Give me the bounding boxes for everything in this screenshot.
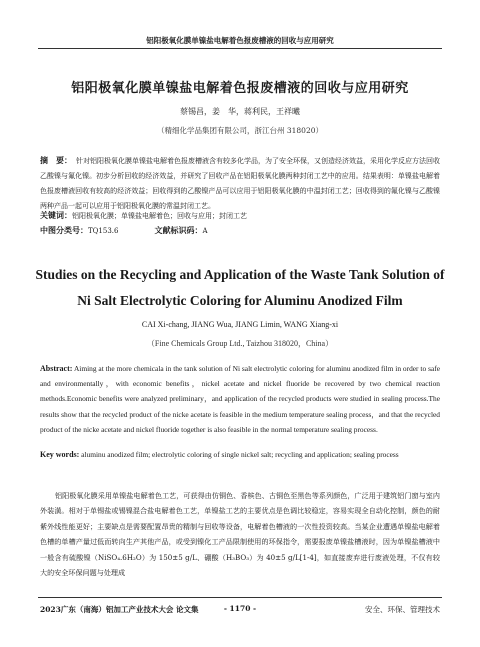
chinese-abstract-text: 针对铝阳极氧化膜单镍盐电解着色报废槽液含有较多化学品，为了安全环保，又创造经济效益，采用化学反应方法回收乙酸镍与氟化镍。初步分析回收的经济效益，并研究了回收产品在铝阳极氧化膜两种封闭工艺中的应用。结果表明：单镍盐电解着色报废槽液回收有较高的经济效益；回收得到的乙酸镍产品可以应用于铝阳极氧化膜的中温封闭工艺；回收得到的氟化镍与乙酸镍两种产品一起可以应用于铝阳极氧化膜的常温封闭工艺。 bbox=[40, 157, 440, 210]
chinese-keywords-text: 铝阳极氧化膜；单镍盐电解着色；回收与应用；封闭工艺 bbox=[72, 212, 247, 220]
footer-section: 安全、环保、管理技术 bbox=[365, 605, 440, 614]
footer-rule bbox=[38, 597, 442, 598]
body-paragraph: 铝阳极氧化膜采用单镍盐电解着色工艺，可获得由仿铜色、香槟色、古铜色至黑色等系列颜色，广泛用于建筑铝门窗与室内外装潢。相对于单锡盐或锡镍混合盐电解着色工艺，单镍盐工艺的主要优点是色调比较稳定，容易实现全自动化控制，颜色的耐紫外线性能更好；主要缺点是需要配置昂贵的精制与回收等设备，电解着色槽液的一次性投资较高。当某企业遭遇单镍盐电解着色槽的单槽产量过低而转向生产其他产品，或受到镍化工产品限制使用的环保指令，需要报废单镍盐槽液时，因为单镍盐槽液中一般含有硫酸镍（NiSO₄.6H₂O）为 150±5 g/L、硼酸（H₃BO₃）为 40±5 g/L[1-4]，如直接废弃进行废液处理，不仅有较大的安全环保问题与处理成 bbox=[40, 491, 440, 578]
english-keywords bbox=[40, 450, 440, 459]
chinese-abstract-label: 摘 要： bbox=[40, 155, 72, 165]
english-affiliation: （Fine Chemicals Group Ltd., Taizhou 318020，China） bbox=[146, 339, 334, 348]
english-title bbox=[30, 262, 450, 314]
doc-id-label: 文献标识码： bbox=[154, 225, 203, 235]
classification-line bbox=[40, 225, 440, 236]
english-keywords-text: aluminu anodized film; electrolytic coloring of single nickel salt; recycling and application; sealing process bbox=[79, 450, 399, 459]
header-rule bbox=[38, 48, 442, 49]
running-head: 铝阳极氧化膜单镍盐电解着色报废槽液的回收与应用研究 bbox=[146, 36, 334, 45]
class-number: TQ153.6 bbox=[88, 227, 119, 235]
footer-proceedings: 2023广东（南海）铝加工产业技术大会 论文集 bbox=[40, 605, 199, 614]
english-title-line-1: Studies on the Recycling and Application of the Waste Tank Solution of bbox=[35, 267, 445, 282]
chinese-authors: 蔡锡昌，姜 华，蒋利民，王祥曦 bbox=[180, 107, 300, 116]
english-abstract bbox=[40, 361, 440, 437]
chinese-abstract bbox=[40, 153, 440, 214]
english-abstract-label: Abstract: bbox=[40, 364, 73, 373]
class-number-label: 中图分类号： bbox=[40, 225, 88, 235]
page-number: - 1170 - bbox=[223, 604, 257, 613]
chinese-title: 铝阳极氧化膜单镍盐电解着色报废槽液的回收与应用研究 bbox=[71, 81, 409, 96]
english-abstract-text: Aiming at the more chemicala in the tank solution of Ni salt electrolytic coloring for aluminu anodized film in order to safe and environmentally，with economic benefits，nickel acetate and nickel fluoride be recovered by two chemical reaction methods.Economic benefits were analyzed preliminary，and application of the recycled products were studied in sealing process.The results show that the recycled product of the nicke acetate is feasible in the medium temperature sealing process，and that the recycled product of the nicke acetate and nickel fluoride together is also feasible in the normal temperature sealing process. bbox=[40, 364, 440, 434]
chinese-affiliation: （精细化学品集团有限公司，浙江台州 318020） bbox=[156, 126, 323, 135]
doc-id: A bbox=[202, 227, 208, 235]
english-authors: CAI Xi-chang, JIANG Wua, JIANG Limin, WANG Xiang-xi bbox=[141, 320, 339, 329]
english-title-line-2: Ni Salt Electrolytic Coloring for Aluminu Anodized Film bbox=[77, 293, 403, 308]
chinese-keywords-label: 关键词： bbox=[40, 210, 72, 220]
chinese-keywords bbox=[40, 210, 440, 221]
english-keywords-label: Key words: bbox=[40, 450, 80, 459]
